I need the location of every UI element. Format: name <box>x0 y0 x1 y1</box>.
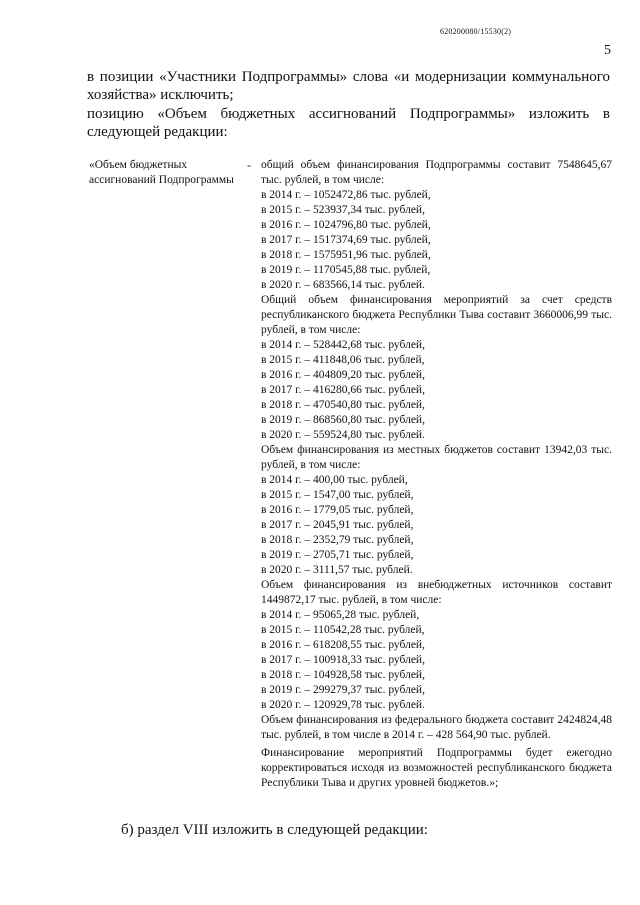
funding-year-line: в 2016 г. – 1779,05 тыс. рублей, <box>261 504 414 516</box>
funding-year-line: в 2019 г. – 1170545,88 тыс. рублей, <box>261 264 431 276</box>
funding-year-line: в 2019 г. – 299279,37 тыс. рублей, <box>261 684 425 696</box>
funding-year-line: в 2018 г. – 1575951,96 тыс. рублей, <box>261 249 431 261</box>
funding-year-line: в 2016 г. – 1024796,80 тыс. рублей, <box>261 219 431 231</box>
funding-year-line: в 2019 г. – 868560,80 тыс. рублей, <box>261 414 425 426</box>
funding-year-line: в 2014 г. – 95065,28 тыс. рублей, <box>261 609 420 621</box>
funding-year-line: в 2017 г. – 1517374,69 тыс. рублей, <box>261 234 431 246</box>
funding-block-heading: Финансирование мероприятий Подпрограммы будет ежегодно корректироваться исходя из возможностей республиканского бюджета Республики Тыва и других уровней бюджетов.»; <box>261 747 612 789</box>
funding-details <box>261 158 612 791</box>
table-left-label: «Объем бюджетных ассигнований Подпрограммы <box>89 159 234 186</box>
funding-year-line: в 2015 г. – 1547,00 тыс. рублей, <box>261 489 414 501</box>
funding-year-line: в 2016 г. – 404809,20 тыс. рублей, <box>261 369 425 381</box>
page-number: 5 <box>604 43 611 58</box>
funding-year-line: в 2016 г. – 618208,55 тыс. рублей, <box>261 639 425 651</box>
funding-year-line: в 2014 г. – 1052472,86 тыс. рублей, <box>261 189 431 201</box>
funding-year-line: в 2018 г. – 104928,58 тыс. рублей, <box>261 669 425 681</box>
funding-block-heading: общий объем финансирования Подпрограммы составит 7548645,67 тыс. рублей, в том числе: <box>261 159 612 186</box>
funding-year-line: в 2020 г. – 559524,80 тыс. рублей. <box>261 429 425 441</box>
funding-year-line: в 2017 г. – 2045,91 тыс. рублей, <box>261 519 414 531</box>
funding-year-line: в 2020 г. – 3111,57 тыс. рублей. <box>261 564 413 576</box>
funding-year-line: в 2015 г. – 411848,06 тыс. рублей, <box>261 354 425 366</box>
funding-year-line: в 2018 г. – 470540,80 тыс. рублей, <box>261 399 425 411</box>
funding-year-line: в 2014 г. – 528442,68 тыс. рублей, <box>261 339 425 351</box>
section-b-paragraph: б) раздел VIII изложить в следующей редакции: <box>121 822 428 838</box>
funding-block-heading: Объем финансирования из федерального бюджета составит 2424824,48 тыс. рублей, в том числе в 2014 г. – 428 564,90 тыс. рублей. <box>261 714 612 741</box>
funding-year-line: в 2015 г. – 110542,28 тыс. рублей, <box>261 624 425 636</box>
funding-block-heading: Общий объем финансирования мероприятий за счет средств республиканского бюджета Республики Тыва составит 3660006,99 тыс. рублей, в том числе: <box>261 294 612 336</box>
funding-block-heading: Объем финансирования из местных бюджетов составит 13942,03 тыс. рублей, в том числе: <box>261 444 612 471</box>
funding-year-line: в 2018 г. – 2352,79 тыс. рублей, <box>261 534 414 546</box>
funding-year-line: в 2015 г. – 523937,34 тыс. рублей, <box>261 204 425 216</box>
document-code: 620200080/15530(2) <box>440 27 512 36</box>
funding-year-line: в 2014 г. – 400,00 тыс. рублей, <box>261 474 408 486</box>
intro-paragraph-2: позицию «Объем бюджетных ассигнований Подпрограммы» изложить в следующей редакции: <box>87 106 610 140</box>
table-dash: - <box>247 158 251 172</box>
intro-paragraph-1: в позиции «Участники Подпрограммы» слова «и модернизации коммунального хозяйства» исключить; <box>87 69 610 103</box>
funding-year-line: в 2020 г. – 683566,14 тыс. рублей. <box>261 279 425 291</box>
funding-year-line: в 2017 г. – 100918,33 тыс. рублей, <box>261 654 425 666</box>
funding-year-line: в 2017 г. – 416280,66 тыс. рублей, <box>261 384 425 396</box>
funding-block-heading: Объем финансирования из внебюджетных источников составит 1449872,17 тыс. рублей, в том числе: <box>261 579 612 606</box>
funding-year-line: в 2019 г. – 2705,71 тыс. рублей, <box>261 549 414 561</box>
funding-year-line: в 2020 г. – 120929,78 тыс. рублей. <box>261 699 425 711</box>
